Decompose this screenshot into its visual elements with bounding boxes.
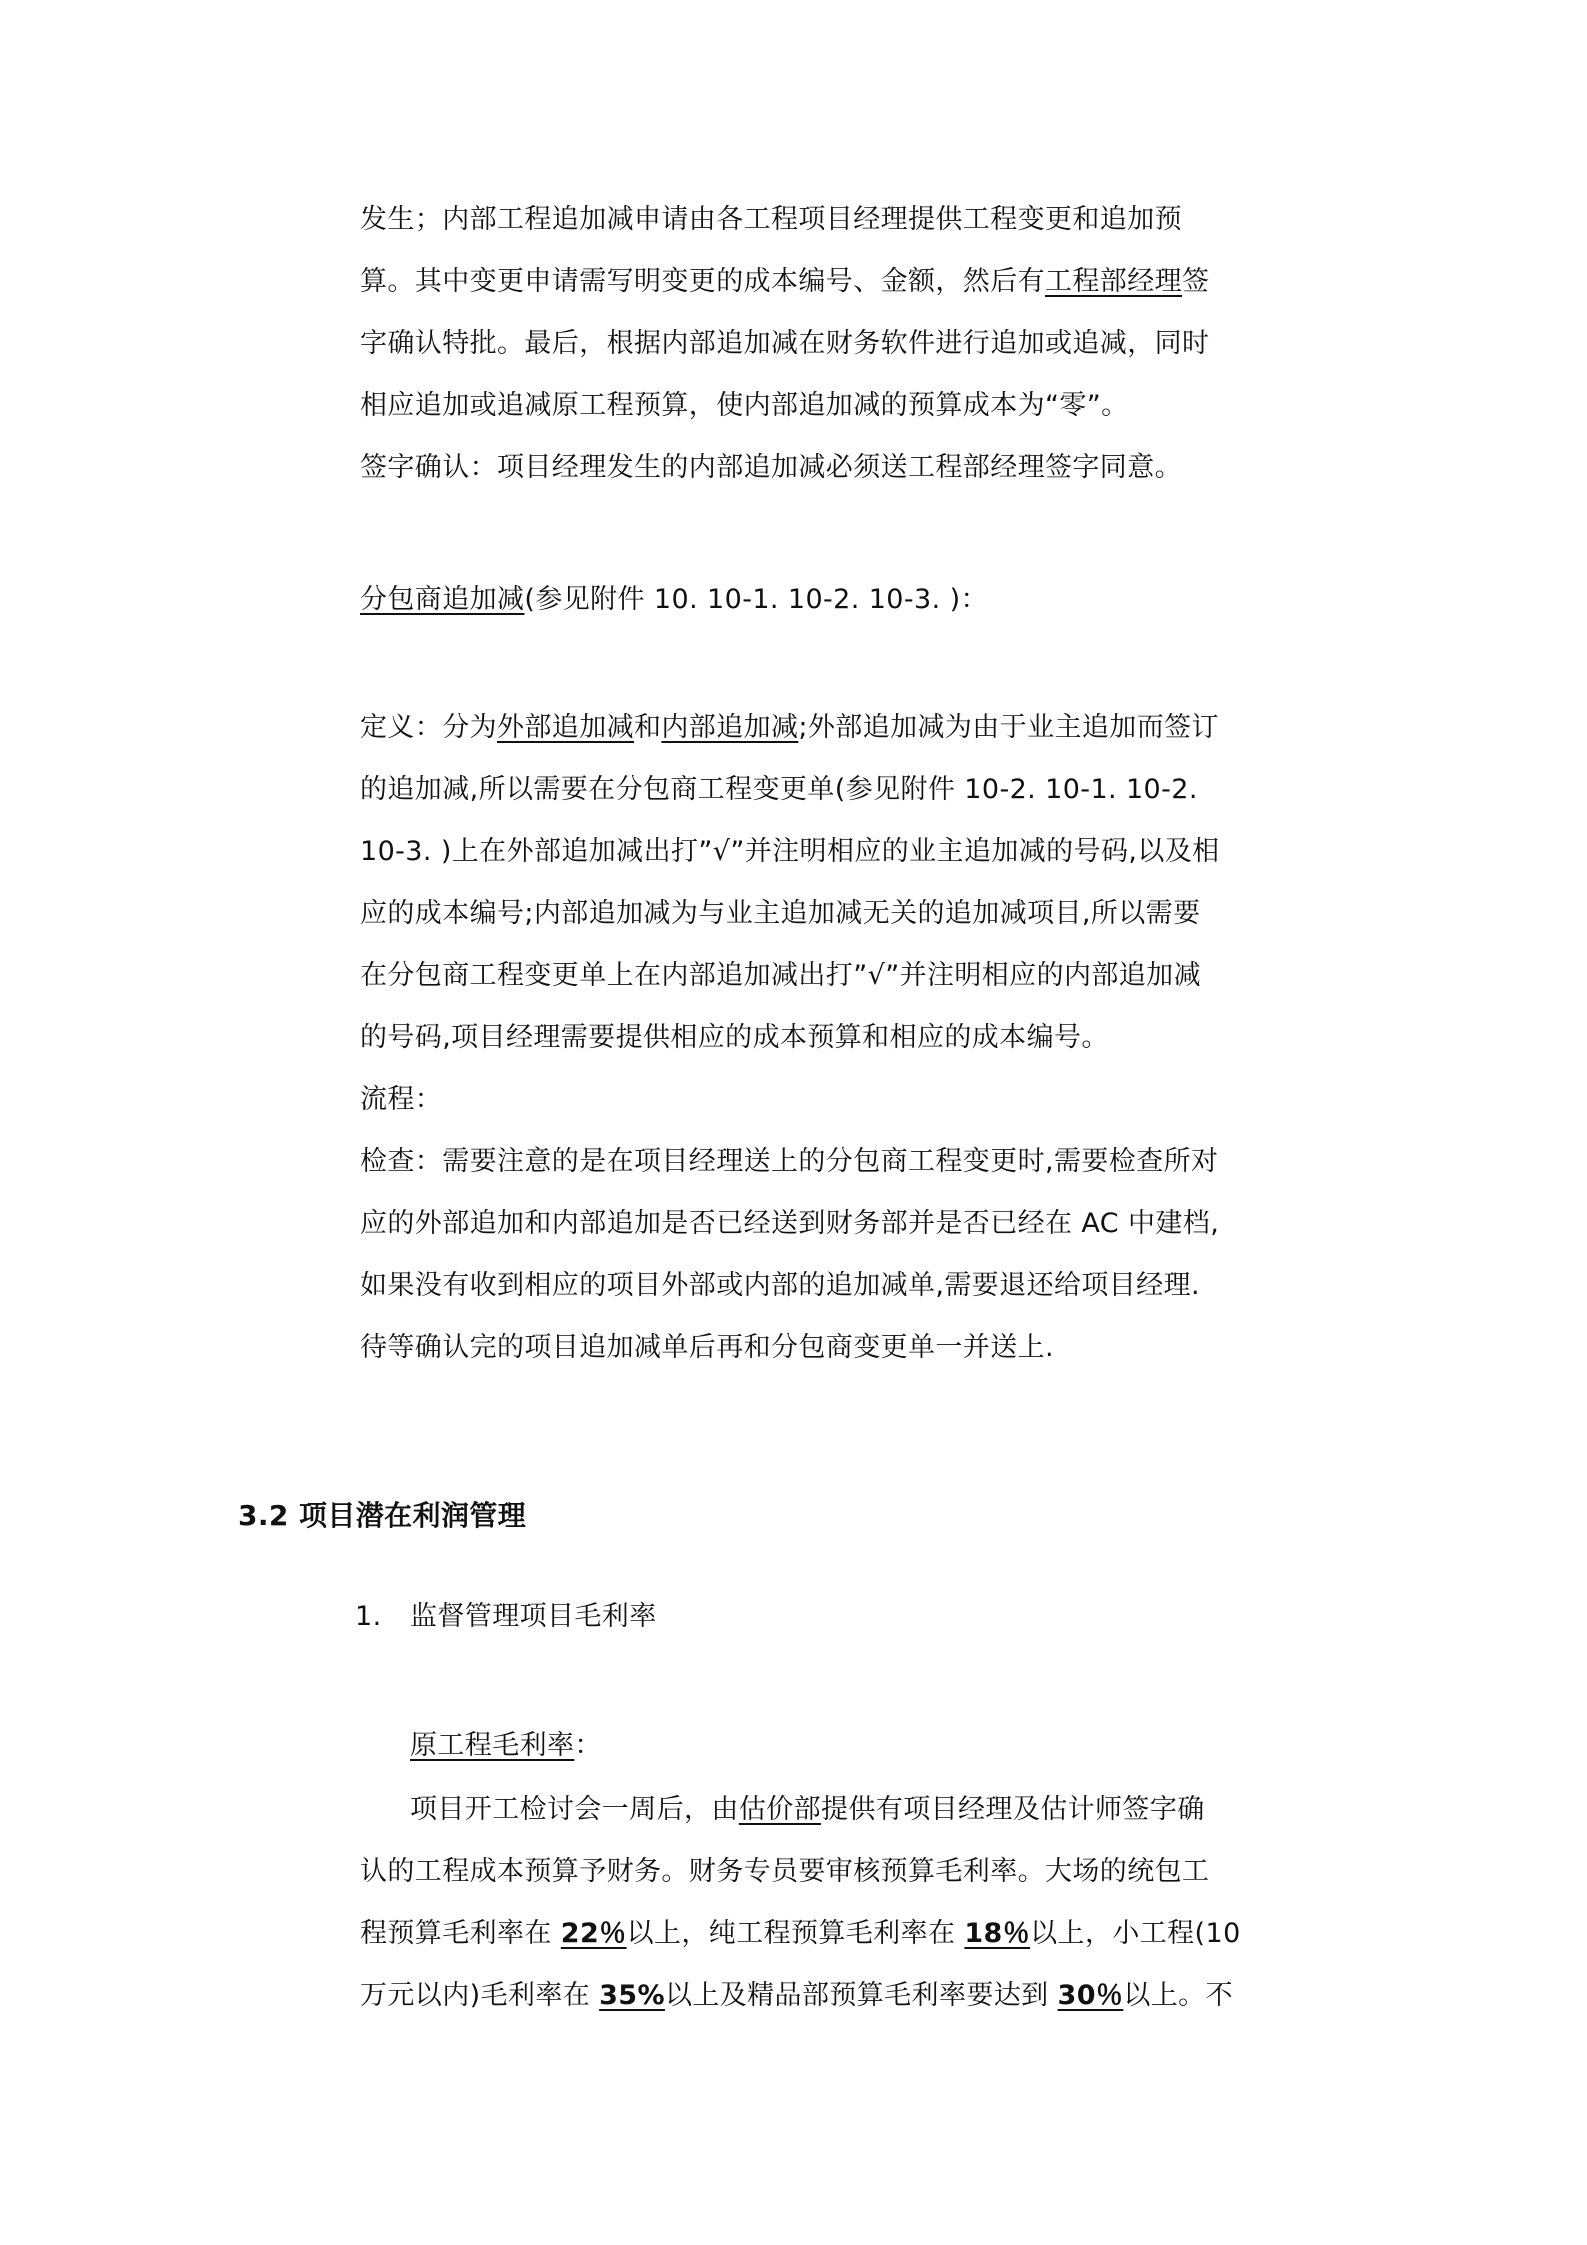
paragraph-line: 如果没有收到相应的项目外部或内部的追加减单,需要退还给项目经理. [360, 1270, 1200, 1301]
text-run: (参见附件 10. 10-1. 10-2. 10-3. )： [524, 584, 988, 615]
underlined-term: 工程部经理 [1045, 266, 1182, 297]
paragraph-line: 的号码,项目经理需要提供相应的成本预算和相应的成本编号。 [360, 1022, 1109, 1053]
margin-value: 18％ [964, 1918, 1031, 1949]
underlined-term: 外部追加减 [497, 712, 634, 743]
margin-value: 22％ [560, 1918, 627, 1949]
section-heading: 3.2 项目潜在利润管理 [238, 1499, 527, 1532]
paragraph-line: 检查：需要注意的是在项目经理送上的分包商工程变更时,需要检查所对 [360, 1146, 1219, 1177]
paragraph-line: 应的成本编号;内部追加减为与业主追加减无关的追加减项目,所以需要 [360, 898, 1201, 929]
text-run: 以上，纯工程预算毛利率在 [626, 1918, 965, 1949]
text-run: 以上及精品部预算毛利率要达到 [664, 1980, 1058, 2011]
underlined-term: 原工程毛利率 [410, 1730, 575, 1761]
paragraph-line: 的追加减,所以需要在分包商工程变更单(参见附件 10-2. 10-1. 10-2. [360, 774, 1198, 805]
numbered-item-text: 监督管理项目毛利率 [410, 1601, 657, 1632]
text-run: 签 [1182, 266, 1210, 297]
paragraph-line: 发生；内部工程追加减申请由各工程项目经理提供工程变更和追加预 [360, 204, 1182, 235]
text-run: 以上。不 [1123, 1980, 1233, 2011]
text-run: 项目开工检讨会一周后，由 [410, 1794, 739, 1825]
paragraph-line [360, 264, 1209, 300]
paragraph-line: 在分包商工程变更单上在内部追加减出打”√”并注明相应的内部追加减 [360, 960, 1201, 991]
numbered-item [355, 1599, 382, 1635]
item-number: 1. [355, 1601, 382, 1632]
text-run: 算。其中变更申请需写明变更的成本编号、金额，然后有 [360, 266, 1045, 297]
paragraph-line: 流程： [360, 1084, 443, 1115]
paragraph-line: 认的工程成本预算予财务。财务专员要审核预算毛利率。大场的统包工 [360, 1856, 1210, 1887]
paragraph-line [410, 1792, 1205, 1828]
text-run: 定义：分为 [360, 712, 497, 743]
margin-value: 35% [599, 1980, 665, 2011]
paragraph-line: 待等确认完的项目追加减单后再和分包商变更单一并送上. [360, 1332, 1054, 1363]
margin-value: 30％ [1057, 1980, 1124, 2011]
paragraph-line: 10-3. )上在外部追加减出打”√”并注明相应的业主追加减的号码,以及相 [360, 836, 1220, 867]
text-run: 程预算毛利率在 [360, 1918, 561, 1949]
text-run: 以上，小工程(10 [1030, 1918, 1241, 1949]
underlined-term: 估价部 [738, 1794, 822, 1825]
text-run: 和 [634, 712, 662, 743]
paragraph-line: 相应追加或追减原工程预算，使内部追加减的预算成本为“零”。 [360, 390, 1129, 421]
underlined-term: 内部追加减 [661, 712, 799, 743]
paragraph-line [360, 1978, 1233, 2014]
paragraph-line [360, 1916, 1241, 1952]
paragraph-line: 应的外部追加和内部追加是否已经送到财务部并是否已经在 AC 中建档, [360, 1208, 1220, 1239]
paragraph-line: 字确认特批。最后，根据内部追加减在财务软件进行追加或追减，同时 [360, 328, 1210, 359]
text-run: ;外部追加减为由于业主追加而签订 [798, 712, 1219, 743]
text-run: ： [574, 1730, 602, 1761]
subsection-title [410, 1728, 602, 1764]
paragraph-line [360, 710, 1219, 746]
paragraph-line: 签字确认：项目经理发生的内部追加减必须送工程部经理签字同意。 [360, 452, 1182, 483]
subcontract-title [360, 582, 988, 618]
text-run: 提供有项目经理及估计师签字确 [821, 1794, 1205, 1825]
underlined-term: 分包商追加减 [360, 584, 525, 615]
text-run: 万元以内)毛利率在 [360, 1980, 600, 2011]
